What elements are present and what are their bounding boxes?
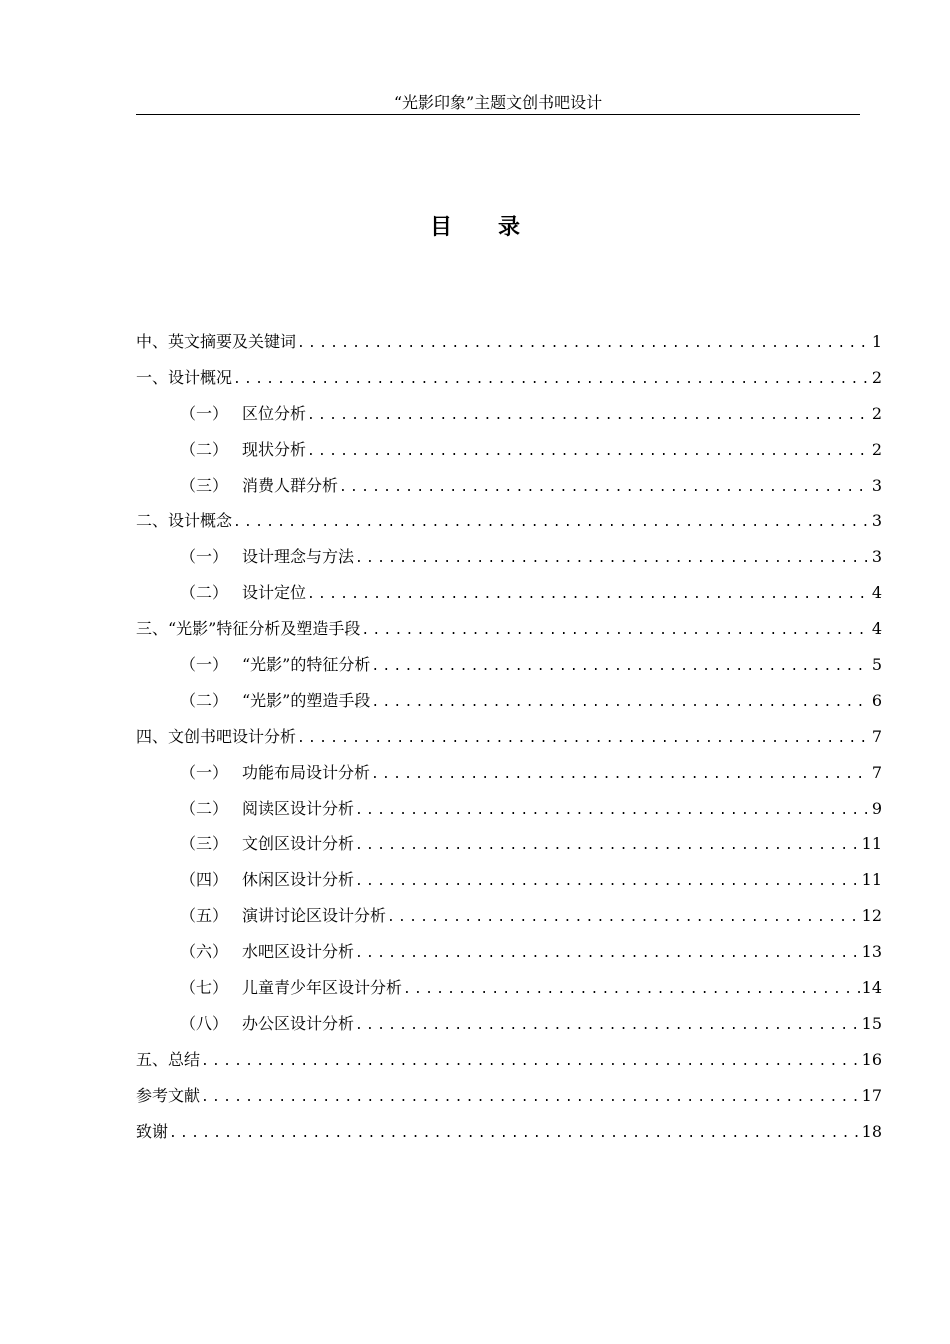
dot-leader — [307, 434, 870, 470]
toc-entry-label: 现状分析 — [242, 439, 307, 459]
toc-entry[interactable] — [136, 1114, 882, 1150]
toc-entry[interactable] — [136, 503, 882, 539]
toc-title-part2: 录 — [498, 214, 521, 240]
toc-entry-number: （二） — [180, 690, 229, 710]
toc-entry-page: 18 — [861, 1121, 882, 1141]
toc-entry[interactable] — [136, 432, 882, 468]
toc-entry-number: （四） — [180, 870, 229, 890]
toc-entry-page: 13 — [861, 942, 882, 962]
toc-entry-label: 区位分析 — [242, 403, 307, 423]
toc-entry-label: 办公区设计分析 — [242, 1013, 355, 1033]
toc-entry[interactable] — [136, 611, 882, 647]
toc-title-part1: 目 — [429, 214, 452, 240]
table-of-contents — [136, 324, 882, 1149]
toc-entry-page: 1 — [871, 332, 882, 351]
dot-leader — [339, 470, 870, 506]
toc-entry-page: 3 — [871, 475, 882, 495]
toc-entry-label: 消费人群分析 — [242, 475, 339, 495]
toc-entry[interactable] — [136, 934, 882, 970]
toc-entry-number: （五） — [180, 906, 229, 926]
toc-entry[interactable] — [136, 539, 882, 575]
toc-entry-number: （三） — [180, 834, 229, 854]
toc-entry-number: （二） — [180, 583, 229, 603]
toc-entry-label: 中、英文摘要及关键词 — [136, 332, 297, 351]
dot-leader — [355, 864, 860, 900]
toc-entry[interactable] — [136, 468, 882, 504]
toc-entry-label: 儿童青少年区设计分析 — [242, 978, 403, 998]
toc-entry-page: 4 — [871, 619, 882, 639]
toc-entry-number: （七） — [180, 978, 229, 998]
toc-entry[interactable] — [136, 755, 882, 791]
toc-entry-page: 2 — [871, 403, 882, 423]
toc-entry-page: 14 — [861, 978, 882, 998]
dot-leader — [355, 828, 860, 864]
dot-leader — [233, 362, 870, 398]
toc-entry-label: 休闲区设计分析 — [242, 870, 355, 890]
toc-entry[interactable] — [136, 396, 882, 432]
dot-leader — [297, 326, 870, 362]
toc-entry-number: （二） — [180, 798, 229, 818]
toc-entry-number: （三） — [180, 475, 229, 495]
toc-title — [0, 210, 950, 241]
toc-entry[interactable] — [136, 575, 882, 611]
toc-entry[interactable] — [136, 898, 882, 934]
toc-entry-page: 5 — [871, 655, 882, 675]
toc-entry-page: 4 — [871, 583, 882, 603]
toc-entry[interactable] — [136, 1006, 882, 1042]
dot-leader — [307, 577, 870, 613]
toc-entry-page: 17 — [861, 1085, 882, 1105]
toc-entry-number: （一） — [180, 655, 229, 675]
toc-entry[interactable] — [136, 719, 882, 755]
toc-entry-label: 文创区设计分析 — [242, 834, 355, 854]
toc-entry-label: 设计定位 — [242, 583, 307, 603]
toc-entry[interactable] — [136, 1078, 882, 1114]
dot-leader — [371, 685, 869, 721]
toc-entry-page: 11 — [861, 870, 882, 890]
toc-entry-label: 设计理念与方法 — [242, 547, 355, 567]
toc-entry[interactable] — [136, 1042, 882, 1078]
toc-entry-number: （六） — [180, 942, 229, 962]
dot-leader — [371, 757, 870, 793]
dot-leader — [201, 1044, 860, 1080]
dot-leader — [297, 721, 870, 757]
dot-leader — [403, 972, 860, 1008]
toc-entry-label: 参考文献 — [136, 1085, 201, 1105]
toc-entry-label: 五、总结 — [136, 1049, 201, 1069]
toc-entry-page: 9 — [871, 798, 882, 818]
toc-entry-number: （一） — [180, 762, 229, 782]
toc-entry[interactable] — [136, 324, 882, 360]
toc-entry[interactable] — [136, 826, 882, 862]
toc-entry-page: 7 — [871, 726, 882, 746]
toc-entry[interactable] — [136, 791, 882, 827]
toc-entry-number: （一） — [180, 403, 229, 423]
running-header: “光影印象”主题文创书吧设计 — [393, 93, 603, 112]
toc-entry-page: 12 — [861, 906, 882, 926]
toc-entry-page: 6 — [871, 690, 882, 710]
toc-entry-label: “光影”的塑造手段 — [242, 690, 371, 710]
dot-leader — [169, 1116, 860, 1152]
dot-leader — [233, 505, 870, 541]
toc-entry-label: 四、文创书吧设计分析 — [136, 726, 297, 746]
toc-entry-number: （二） — [180, 439, 229, 459]
toc-entry-label: 阅读区设计分析 — [242, 798, 355, 818]
toc-entry[interactable] — [136, 647, 882, 683]
toc-entry-label: 演讲讨论区设计分析 — [242, 906, 387, 926]
toc-entry-number: （八） — [180, 1013, 229, 1033]
dot-leader — [361, 613, 869, 649]
dot-leader — [355, 541, 870, 577]
dot-leader — [371, 649, 869, 685]
toc-entry-label: “光影”的特征分析 — [242, 655, 371, 675]
toc-entry[interactable] — [136, 970, 882, 1006]
toc-entry-page: 3 — [871, 511, 882, 531]
toc-entry-label: 水吧区设计分析 — [242, 942, 355, 962]
toc-entry-page: 2 — [871, 439, 882, 459]
toc-entry-page: 2 — [871, 367, 882, 387]
toc-entry-page: 15 — [861, 1013, 882, 1033]
toc-entry[interactable] — [136, 683, 882, 719]
toc-entry[interactable] — [136, 360, 882, 396]
header-rule — [136, 114, 860, 115]
toc-entry-label: 致谢 — [136, 1121, 169, 1141]
toc-entry-page: 7 — [871, 762, 882, 782]
toc-entry-label: 二、设计概念 — [136, 511, 233, 531]
toc-entry-number: （一） — [180, 547, 229, 567]
toc-entry-label: 三、“光影”特征分析及塑造手段 — [136, 619, 361, 639]
toc-entry-page: 11 — [861, 834, 882, 854]
dot-leader — [355, 793, 870, 829]
dot-leader — [355, 936, 860, 972]
dot-leader — [355, 1008, 860, 1044]
toc-entry-page: 16 — [861, 1049, 882, 1069]
dot-leader — [387, 900, 860, 936]
toc-entry-label: 一、设计概况 — [136, 367, 233, 387]
toc-entry[interactable] — [136, 862, 882, 898]
dot-leader — [307, 398, 870, 434]
toc-entry-label: 功能布局设计分析 — [242, 762, 371, 782]
toc-entry-page: 3 — [871, 547, 882, 567]
dot-leader — [201, 1080, 860, 1116]
